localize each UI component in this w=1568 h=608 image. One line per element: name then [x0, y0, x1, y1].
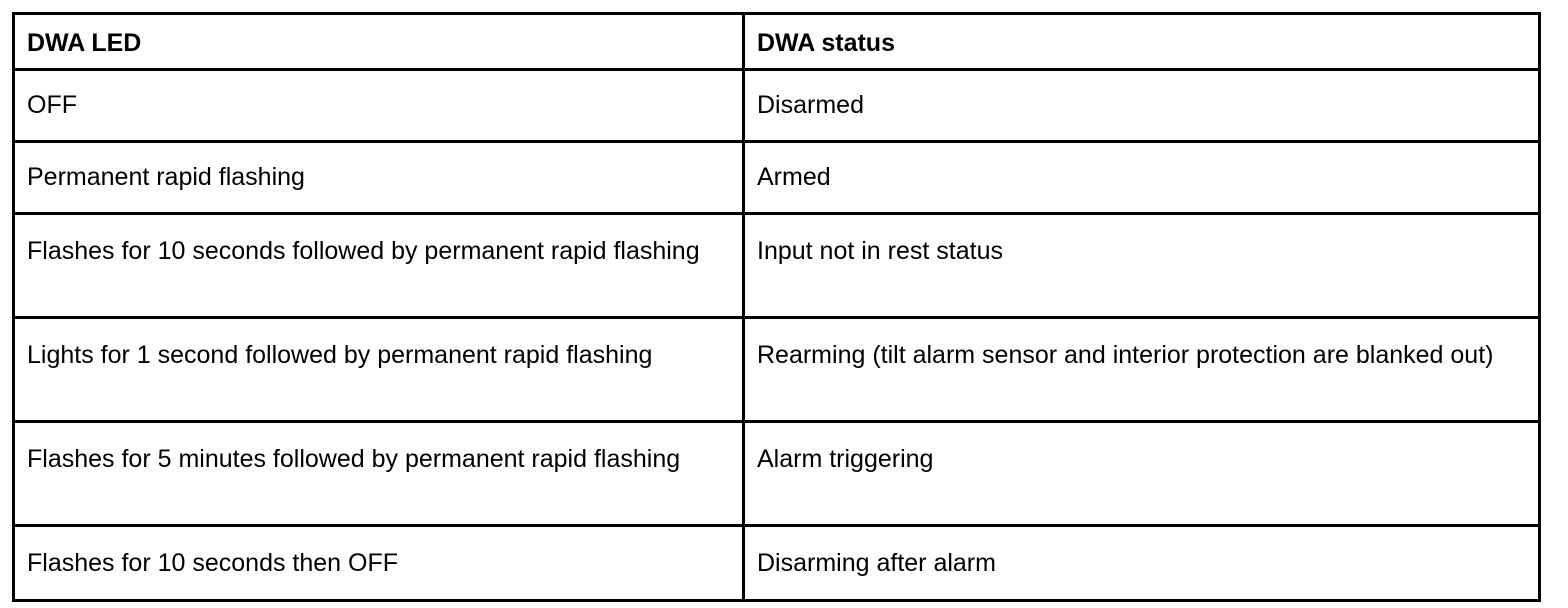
- led-cell: Flashes for 10 seconds followed by permanent rapid flashing: [14, 214, 744, 318]
- table-row: [14, 422, 1540, 526]
- led-cell: Lights for 1 second followed by permanent rapid flashing: [14, 318, 744, 422]
- status-cell: Alarm triggering: [744, 422, 1540, 526]
- table-header-row: [14, 14, 1540, 70]
- led-cell: OFF: [14, 70, 744, 142]
- table-row: [14, 214, 1540, 318]
- status-cell: Rearming (tilt alarm sensor and interior protection are blanked out): [744, 318, 1540, 422]
- dwa-status-table: [12, 12, 1541, 602]
- table-row: [14, 526, 1540, 601]
- status-cell: Disarmed: [744, 70, 1540, 142]
- table-row: [14, 142, 1540, 214]
- header-dwa-status: DWA status: [744, 14, 1540, 70]
- led-cell: Flashes for 10 seconds then OFF: [14, 526, 744, 601]
- header-dwa-led: DWA LED: [14, 14, 744, 70]
- led-cell: Permanent rapid flashing: [14, 142, 744, 214]
- status-cell: Disarming after alarm: [744, 526, 1540, 601]
- status-cell: Input not in rest status: [744, 214, 1540, 318]
- led-cell: Flashes for 5 minutes followed by permanent rapid flashing: [14, 422, 744, 526]
- table-row: [14, 70, 1540, 142]
- table-row: [14, 318, 1540, 422]
- status-cell: Armed: [744, 142, 1540, 214]
